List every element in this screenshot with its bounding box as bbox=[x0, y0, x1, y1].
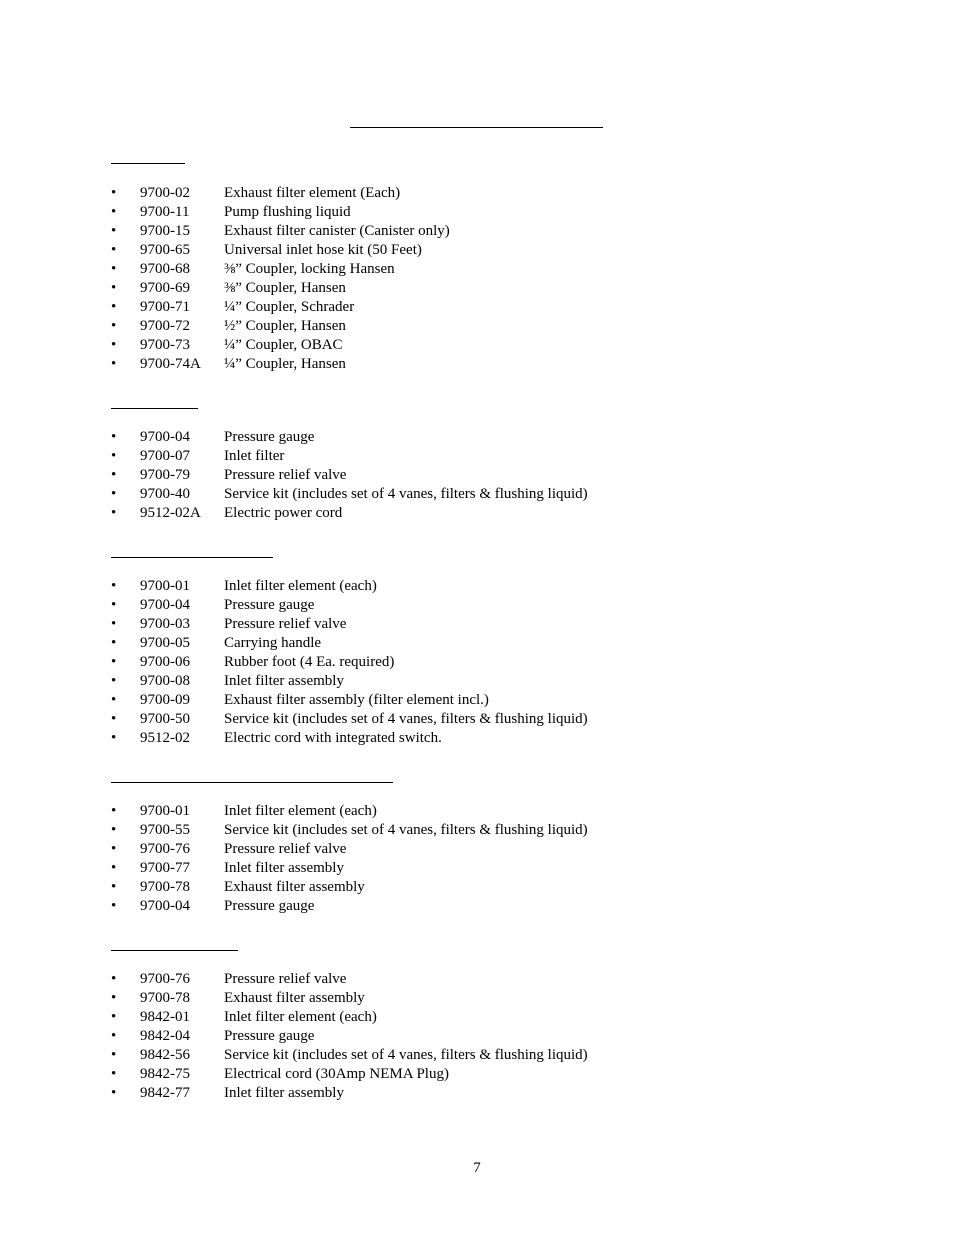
part-number: 9700-02 bbox=[140, 185, 190, 201]
bullet-icon: • bbox=[111, 1028, 117, 1044]
bullet-icon: • bbox=[111, 841, 117, 857]
bullet-icon: • bbox=[111, 673, 117, 689]
part-number: 9700-55 bbox=[140, 822, 190, 838]
section-heading-rule bbox=[111, 163, 185, 164]
part-number: 9700-78 bbox=[140, 990, 190, 1006]
part-description: Pressure relief valve bbox=[224, 616, 347, 632]
part-number: 9700-11 bbox=[140, 204, 190, 220]
part-description: Exhaust filter element (Each) bbox=[224, 185, 401, 201]
part-number: 9700-68 bbox=[140, 261, 190, 277]
part-description: Service kit (includes set of 4 vanes, filters & flushing liquid) bbox=[224, 1047, 588, 1063]
part-number: 9700-72 bbox=[140, 318, 190, 334]
section-3 bbox=[111, 557, 671, 746]
section-1 bbox=[111, 163, 671, 372]
bullet-icon: • bbox=[111, 486, 117, 502]
part-description: ⅜” Coupler, Hansen bbox=[224, 280, 346, 296]
bullet-icon: • bbox=[111, 971, 117, 987]
part-number: 9700-03 bbox=[140, 616, 190, 632]
part-number: 9700-04 bbox=[140, 898, 190, 914]
part-description: Inlet filter assembly bbox=[224, 860, 344, 876]
part-number: 9700-71 bbox=[140, 299, 190, 315]
part-description: Electric cord with integrated switch. bbox=[224, 730, 442, 746]
section-heading-rule bbox=[111, 782, 393, 783]
part-number: 9700-74A bbox=[140, 356, 201, 372]
part-number: 9700-50 bbox=[140, 711, 190, 727]
part-description: Electric power cord bbox=[224, 505, 343, 521]
section-heading-rule bbox=[111, 950, 238, 951]
bullet-icon: • bbox=[111, 1009, 117, 1025]
section-heading-rule bbox=[111, 408, 198, 409]
bullet-icon: • bbox=[111, 356, 117, 372]
part-description: Exhaust filter assembly (filter element incl.) bbox=[224, 692, 489, 708]
part-description: Exhaust filter assembly bbox=[224, 990, 365, 1006]
part-description: Exhaust filter assembly bbox=[224, 879, 365, 895]
part-number: 9700-69 bbox=[140, 280, 190, 296]
part-number: 9700-06 bbox=[140, 654, 190, 670]
part-description: ⅜” Coupler, locking Hansen bbox=[224, 261, 395, 277]
part-description: Inlet filter element (each) bbox=[224, 803, 377, 819]
part-number: 9700-65 bbox=[140, 242, 190, 258]
title-underline bbox=[350, 127, 603, 128]
part-description: Pressure relief valve bbox=[224, 841, 347, 857]
part-description: Inlet filter bbox=[224, 448, 285, 464]
part-description: Pressure relief valve bbox=[224, 971, 347, 987]
part-description: Pressure gauge bbox=[224, 898, 315, 914]
bullet-icon: • bbox=[111, 1047, 117, 1063]
part-number: 9700-15 bbox=[140, 223, 190, 239]
part-description: Exhaust filter canister (Canister only) bbox=[224, 223, 450, 239]
part-number: 9512-02A bbox=[140, 505, 201, 521]
bullet-icon: • bbox=[111, 242, 117, 258]
page-number: 7 bbox=[473, 1160, 481, 1176]
part-number: 9512-02 bbox=[140, 730, 190, 746]
bullet-icon: • bbox=[111, 616, 117, 632]
bullet-icon: • bbox=[111, 204, 117, 220]
part-number: 9700-09 bbox=[140, 692, 190, 708]
part-description: ¼” Coupler, Hansen bbox=[224, 356, 346, 372]
part-number: 9700-01 bbox=[140, 578, 190, 594]
bullet-icon: • bbox=[111, 730, 117, 746]
part-description: Pressure relief valve bbox=[224, 467, 347, 483]
bullet-icon: • bbox=[111, 429, 117, 445]
part-description: Inlet filter element (each) bbox=[224, 578, 377, 594]
bullet-icon: • bbox=[111, 990, 117, 1006]
section-5 bbox=[111, 950, 671, 1101]
part-number: 9700-05 bbox=[140, 635, 190, 651]
bullet-icon: • bbox=[111, 337, 117, 353]
part-description: ¼” Coupler, OBAC bbox=[224, 337, 343, 353]
part-description: Universal inlet hose kit (50 Feet) bbox=[224, 242, 422, 258]
bullet-icon: • bbox=[111, 578, 117, 594]
bullet-icon: • bbox=[111, 1085, 117, 1101]
bullet-icon: • bbox=[111, 597, 117, 613]
part-description: Pressure gauge bbox=[224, 597, 315, 613]
part-description: Pressure gauge bbox=[224, 429, 315, 445]
part-number: 9700-76 bbox=[140, 971, 190, 987]
part-description: Service kit (includes set of 4 vanes, filters & flushing liquid) bbox=[224, 711, 588, 727]
part-description: Rubber foot (4 Ea. required) bbox=[224, 654, 395, 670]
bullet-icon: • bbox=[111, 635, 117, 651]
bullet-icon: • bbox=[111, 185, 117, 201]
bullet-icon: • bbox=[111, 822, 117, 838]
part-number: 9700-01 bbox=[140, 803, 190, 819]
part-number: 9700-79 bbox=[140, 467, 190, 483]
part-description: Inlet filter element (each) bbox=[224, 1009, 377, 1025]
part-description: ¼” Coupler, Schrader bbox=[224, 299, 355, 315]
part-number: 9700-73 bbox=[140, 337, 190, 353]
part-description: Inlet filter assembly bbox=[224, 673, 344, 689]
section-heading-rule bbox=[111, 557, 273, 558]
bullet-icon: • bbox=[111, 505, 117, 521]
bullet-icon: • bbox=[111, 448, 117, 464]
bullet-icon: • bbox=[111, 299, 117, 315]
part-description: Service kit (includes set of 4 vanes, filters & flushing liquid) bbox=[224, 486, 588, 502]
section-2 bbox=[111, 408, 671, 521]
bullet-icon: • bbox=[111, 1066, 117, 1082]
bullet-icon: • bbox=[111, 898, 117, 914]
part-description: Pump flushing liquid bbox=[224, 204, 351, 220]
bullet-icon: • bbox=[111, 879, 117, 895]
part-number: 9700-78 bbox=[140, 879, 190, 895]
bullet-icon: • bbox=[111, 860, 117, 876]
bullet-icon: • bbox=[111, 654, 117, 670]
part-number: 9842-01 bbox=[140, 1009, 190, 1025]
bullet-icon: • bbox=[111, 223, 117, 239]
part-number: 9700-08 bbox=[140, 673, 190, 689]
bullet-icon: • bbox=[111, 467, 117, 483]
part-description: Service kit (includes set of 4 vanes, filters & flushing liquid) bbox=[224, 822, 588, 838]
part-description: Electrical cord (30Amp NEMA Plug) bbox=[224, 1066, 449, 1082]
bullet-icon: • bbox=[111, 280, 117, 296]
part-description: Pressure gauge bbox=[224, 1028, 315, 1044]
part-description: ½” Coupler, Hansen bbox=[224, 318, 346, 334]
bullet-icon: • bbox=[111, 318, 117, 334]
part-number: 9842-56 bbox=[140, 1047, 190, 1063]
part-number: 9842-75 bbox=[140, 1066, 190, 1082]
part-number: 9700-76 bbox=[140, 841, 190, 857]
bullet-icon: • bbox=[111, 692, 117, 708]
part-description: Carrying handle bbox=[224, 635, 322, 651]
bullet-icon: • bbox=[111, 711, 117, 727]
section-4 bbox=[111, 782, 671, 914]
part-number: 9700-04 bbox=[140, 597, 190, 613]
bullet-icon: • bbox=[111, 803, 117, 819]
part-number: 9842-04 bbox=[140, 1028, 190, 1044]
part-description: Inlet filter assembly bbox=[224, 1085, 344, 1101]
part-number: 9842-77 bbox=[140, 1085, 190, 1101]
bullet-icon: • bbox=[111, 261, 117, 277]
part-number: 9700-04 bbox=[140, 429, 190, 445]
part-number: 9700-77 bbox=[140, 860, 190, 876]
part-number: 9700-07 bbox=[140, 448, 190, 464]
part-number: 9700-40 bbox=[140, 486, 190, 502]
